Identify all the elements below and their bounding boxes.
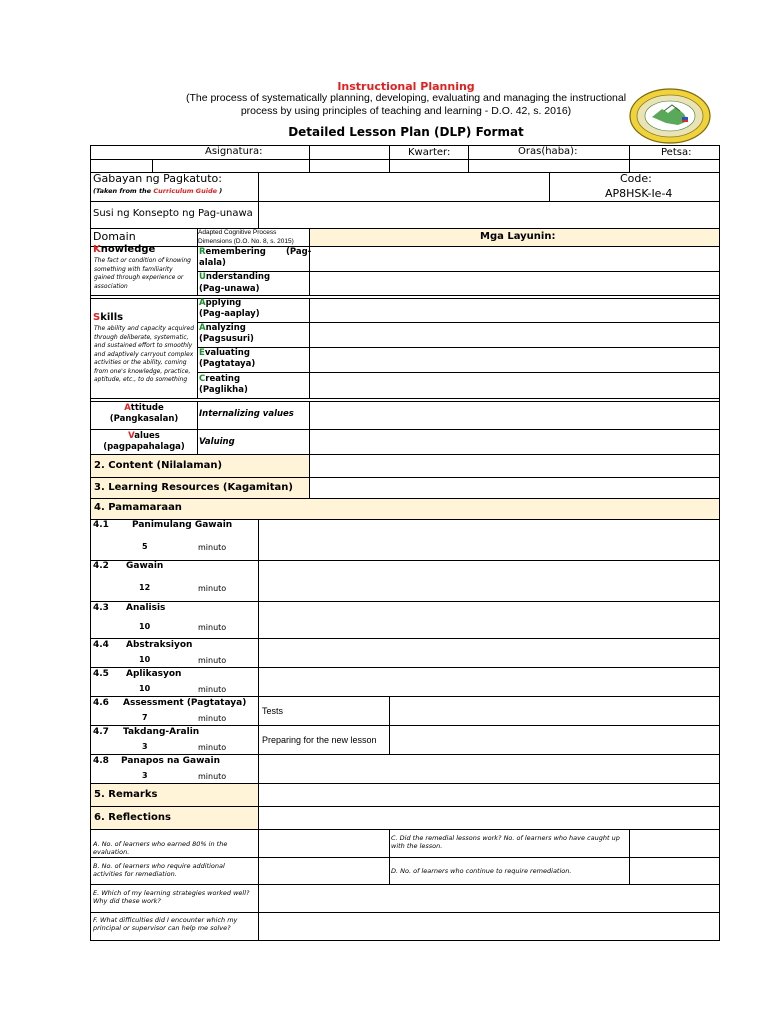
step-4-1-unit: minuto — [198, 543, 227, 552]
step-4-5-number: 4.5 — [93, 669, 109, 679]
step-4-2-number: 4.2 — [93, 561, 109, 571]
code-value: AP8HSK-Ie-4 — [605, 187, 673, 200]
step-4-2-title: Gawain — [126, 561, 164, 571]
values-label: Values (pagpapahalaga) — [103, 431, 185, 452]
petsa-label: Petsa: — [661, 147, 692, 158]
learning-resources-label: 3. Learning Resources (Kagamitan) — [94, 482, 293, 493]
susi-label: Susi ng Konsepto ng Pag-unawa — [93, 208, 253, 219]
remembering-label: Remembering — [199, 247, 266, 257]
step-4-4-title: Abstraksiyon — [126, 640, 193, 650]
step-4-3-title: Analisis — [126, 603, 166, 613]
step-4-8-unit: minuto — [198, 772, 227, 781]
reflection-d: D. No. of learners who continue to require remediation. — [391, 867, 572, 875]
step-4-1-number: 4.1 — [93, 520, 109, 530]
mga-layunin-label: Mga Layunin: — [480, 231, 556, 242]
step-4-4-unit: minuto — [198, 656, 227, 665]
gabayan-note: (Taken from the Curriculum Guide ) — [93, 187, 223, 195]
analyzing-label: Analyzing (Pagsusuri) — [199, 323, 254, 344]
step-4-7-number: 4.7 — [93, 727, 109, 737]
step-4-4-minutes: 10 — [139, 655, 151, 664]
step-4-5-title: Aplikasyon — [126, 669, 182, 679]
code-label: Code: — [620, 172, 652, 185]
step-4-1-title: Panimulang Gawain — [132, 520, 233, 530]
step-4-6-note: Tests — [262, 706, 284, 716]
reflection-b: B. No. of learners who require additional activities for remediation. — [93, 862, 225, 878]
step-4-8-number: 4.8 — [93, 756, 109, 766]
step-4-6-minutes: 7 — [142, 713, 148, 722]
internalizing-values-label: Internalizing values — [199, 409, 294, 419]
subtitle-line-2: process by using principles of teaching and learning - D.O. 42, s. 2016) — [240, 105, 572, 117]
domain-label: Domain — [93, 230, 136, 243]
step-4-8-title: Panapos na Gawain — [121, 756, 220, 766]
kwarter-label: Kwarter: — [408, 147, 451, 158]
step-4-1-minutes: 5 — [142, 542, 148, 551]
subtitle-line-1: (The process of systematically planning, developing, evaluating and managing the instructional — [185, 92, 627, 104]
step-4-3-minutes: 10 — [139, 622, 151, 631]
creating-label: Creating (Paglikha) — [199, 374, 248, 395]
dlp-format-title: Detailed Lesson Plan (DLP) Format — [288, 125, 524, 139]
content-section-label: 2. Content (Nilalaman) — [94, 460, 223, 471]
step-4-7-note: Preparing for the new lesson — [262, 735, 377, 745]
step-4-5-minutes: 10 — [139, 684, 151, 693]
remembering-sub: alala) — [199, 258, 226, 268]
knowledge-description: The fact or condition of knowing something with familiarity gained through experience or association — [94, 257, 191, 290]
attitude-label: Attitude (Pangkasalan) — [109, 403, 179, 424]
step-4-4-number: 4.4 — [93, 640, 109, 650]
step-4-8-minutes: 3 — [142, 771, 148, 780]
gabayan-label: Gabayan ng Pagkatuto: — [93, 172, 222, 185]
skills-description: The ability and capacity acquired through deliberate, systematic, and sustained effort to smoothly and adaptively carryout complex activities or the ability, coming from one's knowledge, practice, aptitude, etc., to do something — [94, 325, 195, 383]
reflections-label: 6. Reflections — [94, 812, 171, 823]
step-4-6-title: Assessment (Pagtataya) — [123, 698, 247, 708]
step-4-2-minutes: 12 — [139, 583, 151, 592]
remembering-extra: (Pag- — [286, 247, 312, 257]
step-4-3-number: 4.3 — [93, 603, 109, 613]
step-4-7-minutes: 3 — [142, 742, 148, 751]
step-4-3-unit: minuto — [198, 623, 227, 632]
reflection-a: A. No. of learners who earned 80% in the evaluation. — [93, 840, 228, 856]
deped-seal-logo — [628, 87, 712, 145]
step-4-7-title: Takdang-Aralin — [123, 727, 200, 737]
step-4-6-unit: minuto — [198, 714, 227, 723]
instructional-planning-title: Instructional Planning — [337, 80, 475, 93]
step-4-2-unit: minuto — [198, 584, 227, 593]
reflection-f: F. What difficulties did I encounter which my principal or supervisor can help me solve? — [93, 916, 238, 932]
pamamaraan-label: 4. Pamamaraan — [94, 502, 182, 513]
adapted-dimensions-label: Adapted Cognitive Process Dimensions (D.O. No. 8, s. 2015) — [198, 229, 294, 245]
step-4-7-unit: minuto — [198, 743, 227, 752]
step-4-5-unit: minuto — [198, 685, 227, 694]
understanding-label: Understanding — [199, 272, 271, 282]
asignatura-label: Asignatura: — [205, 146, 263, 157]
step-4-6-number: 4.6 — [93, 698, 109, 708]
applying-label: Applying (Pag-aaplay) — [199, 298, 260, 319]
understanding-sub: (Pag-unawa) — [199, 284, 260, 294]
reflection-e: E. Which of my learning strategies worked well? Why did these work? — [93, 889, 250, 905]
skills-label: Skills — [93, 312, 124, 323]
remarks-label: 5. Remarks — [94, 789, 158, 800]
knowledge-label: Knowledge — [93, 244, 156, 255]
valuing-label: Valuing — [199, 437, 235, 447]
oras-label: Oras(haba): — [518, 146, 578, 157]
reflection-c: C. Did the remedial lessons work? No. of learners who have caught up with the lesson. — [391, 834, 620, 850]
evaluating-label: Evaluating (Pagtataya) — [199, 348, 256, 369]
